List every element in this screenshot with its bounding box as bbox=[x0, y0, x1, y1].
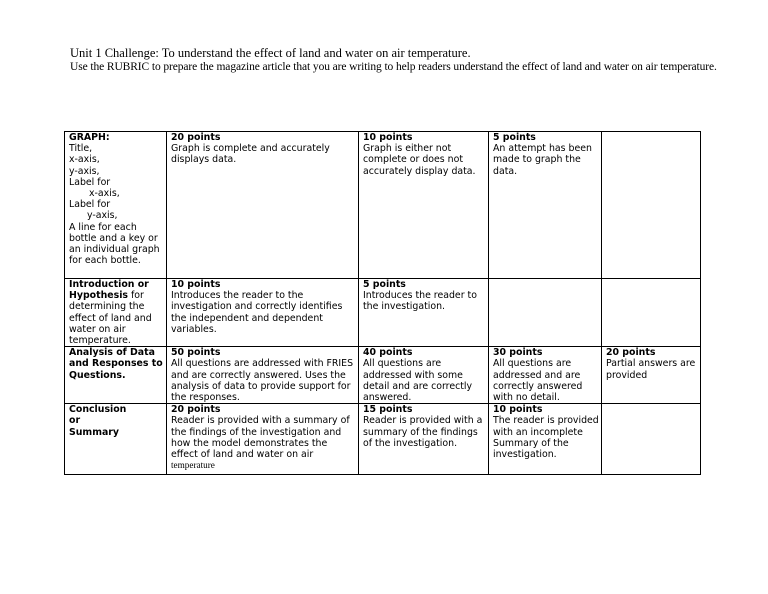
rubric-table bbox=[64, 131, 701, 475]
criteria-conclusion-cell bbox=[65, 404, 167, 475]
document-instructions: Use the RUBRIC to prepare the magazine article that you are writing to help readers understand the effect of land and water on air temperature. bbox=[70, 61, 717, 73]
score-cell bbox=[167, 132, 359, 279]
points-label: 15 points bbox=[363, 404, 413, 416]
score-description: All questions are addressed with some detail and are correctly answered. bbox=[363, 358, 473, 404]
criteria-analysis-cell bbox=[65, 347, 167, 404]
score-description: An attempt has been made to graph the data. bbox=[493, 143, 592, 177]
points-label: 20 points bbox=[171, 404, 221, 416]
empty-cell bbox=[602, 132, 701, 279]
points-label: 40 points bbox=[363, 347, 413, 359]
empty-cell bbox=[602, 279, 701, 347]
criteria-heading: Summary bbox=[69, 426, 120, 438]
score-description: The reader is provided with an incomplete Summary of the investigation. bbox=[493, 415, 599, 461]
criteria-item: y-axis, bbox=[87, 210, 118, 222]
title-rest: : To understand the effect of land and water on air temperature. bbox=[155, 46, 471, 60]
score-description: Introduces the reader to the investigation and correctly identifies the independent and dependent variables. bbox=[171, 290, 343, 335]
criteria-detail: for determining the effect of land and water on air temperature. bbox=[69, 290, 152, 347]
points-label: 5 points bbox=[363, 279, 406, 290]
score-cell bbox=[489, 132, 602, 279]
criteria-item: x-axis, bbox=[69, 154, 100, 166]
score-cell bbox=[359, 132, 489, 279]
points-label: 50 points bbox=[171, 347, 221, 359]
criteria-item: x-axis, bbox=[89, 188, 120, 200]
score-description: Reader is provided with a summary of the findings of the investigation and how the model demonstrates the effect of land and water on air bbox=[171, 415, 350, 461]
score-description: Partial answers are provided bbox=[606, 358, 696, 381]
score-cell bbox=[602, 347, 701, 404]
criteria-heading: or bbox=[69, 415, 81, 427]
criteria-heading: Analysis of Data and Responses to Questions. bbox=[69, 347, 163, 381]
table-row bbox=[65, 347, 701, 404]
score-cell bbox=[359, 404, 489, 475]
points-label: 10 points bbox=[171, 279, 221, 290]
points-label: 10 points bbox=[493, 404, 543, 416]
title-prefix: Unit 1 Challenge bbox=[70, 46, 156, 60]
document-title bbox=[70, 46, 471, 61]
points-label: 20 points bbox=[606, 347, 656, 359]
table-row bbox=[65, 132, 701, 279]
points-label: 10 points bbox=[363, 132, 413, 143]
table-row bbox=[65, 404, 701, 475]
score-cell bbox=[489, 404, 602, 475]
score-description: Reader is provided with a summary of the findings of the investigation. bbox=[363, 415, 483, 449]
table-row bbox=[65, 279, 701, 347]
score-cell bbox=[167, 404, 359, 475]
score-description: Graph is either not complete or does not accurately display data. bbox=[363, 143, 476, 177]
score-cell bbox=[489, 347, 602, 404]
score-description: Introduces the reader to the investigation. bbox=[363, 290, 477, 313]
score-cell bbox=[359, 279, 489, 347]
empty-cell bbox=[489, 279, 602, 347]
score-cell bbox=[167, 279, 359, 347]
points-label: 20 points bbox=[171, 132, 221, 143]
criteria-item: Label for bbox=[69, 199, 111, 211]
points-label: 30 points bbox=[493, 347, 543, 359]
score-description: All questions are addressed and are correctly answered with no detail. bbox=[493, 358, 583, 404]
points-label: 5 points bbox=[493, 132, 536, 143]
empty-cell bbox=[602, 404, 701, 475]
criteria-item: y-axis, bbox=[69, 165, 100, 177]
score-description: All questions are addressed with FRIES and are correctly answered. Uses the analysis of data to provide support for the responses. bbox=[171, 358, 354, 404]
score-cell bbox=[359, 347, 489, 404]
score-description: Graph is complete and accurately displays data. bbox=[171, 143, 330, 166]
criteria-item: Title, bbox=[69, 143, 93, 155]
score-description-continued: temperature bbox=[171, 460, 215, 471]
criteria-heading: Introduction or Hypothesis bbox=[69, 279, 149, 302]
criteria-graph-cell bbox=[65, 132, 167, 279]
criteria-item: A line for each bottle and a key or an individual graph for each bottle. bbox=[69, 221, 160, 267]
score-cell bbox=[167, 347, 359, 404]
criteria-item: Label for bbox=[69, 176, 111, 188]
criteria-heading: Conclusion bbox=[69, 404, 127, 416]
criteria-heading: GRAPH: bbox=[69, 132, 110, 143]
criteria-intro-cell bbox=[65, 279, 167, 347]
